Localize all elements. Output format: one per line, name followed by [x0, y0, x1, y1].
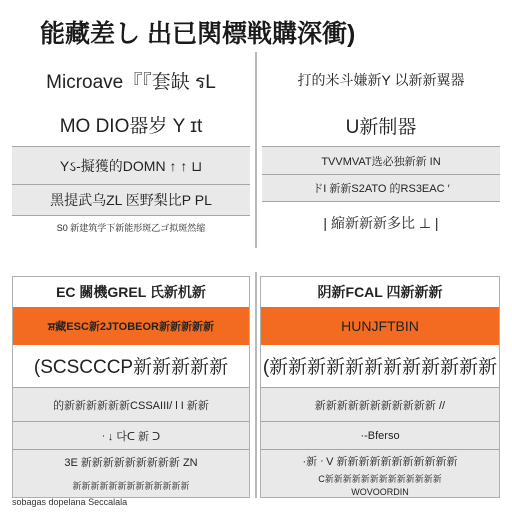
bottom-right-row-4[interactable]: 新新新新新新新新新新新 // — [261, 387, 499, 421]
top-left-row-3[interactable]: Yઽ-擬獲的DOMN ↑ ↑ ⊔ — [12, 146, 250, 184]
bottom-right-row-3[interactable]: (新新新新新新新新新新新新 — [262, 356, 498, 378]
footer-caption: sobagas dopelana Seccalala — [12, 497, 128, 507]
page-title: 能藏差し 出已関標戦購深衝) — [40, 20, 356, 48]
bottom-left-panel — [12, 276, 250, 498]
bottom-left-header-row[interactable]: EC 關機GREL 氏新机新 — [56, 284, 206, 300]
bottom-right-header-row[interactable]: 阴新FCAL 四新新新 — [317, 284, 443, 300]
top-right-row-3[interactable]: TVVMVAT选必独新新 IN — [262, 146, 500, 174]
top-left-row-1[interactable]: Microave『『套缺 รL — [46, 72, 216, 93]
top-left-row-2[interactable]: MO DIO器岁 Y ɪt — [59, 115, 203, 137]
bottom-right-highlight-row[interactable]: HUNJFTBIN — [261, 307, 499, 345]
bottom-right-row-8[interactable]: WOVOORDIN — [261, 485, 499, 498]
top-left-panel — [12, 52, 250, 248]
top-right-row-1[interactable]: 打的米斗嫌新Y 以新新翼器 — [297, 72, 465, 88]
bottom-left-highlight-row[interactable]: ਸ਼藏ESC新2JTOBEOR新新新新新 — [13, 307, 249, 345]
bottom-left-row-4[interactable]: 的新新新新新新CSSAIII/ l I 新新 — [13, 387, 249, 421]
top-left-row-4[interactable]: 黑提武乌ZL 医野梨比P PL — [12, 184, 250, 216]
bottom-right-row-5[interactable]: ·-Bferso — [261, 421, 499, 449]
bottom-left-row-7[interactable]: 新新新新新新新新新新新新新 — [13, 473, 249, 497]
bottom-left-row-6[interactable]: 3E 新新新新新新新新新 ZN — [13, 449, 249, 473]
top-right-panel — [262, 52, 500, 248]
top-right-row-4[interactable]: ドI 新新S2ATO 的RS3EAC ′ — [262, 174, 500, 202]
bottom-right-row-7[interactable]: C新新新新新新新新新新新新新 — [261, 471, 499, 485]
bottom-left-row-5[interactable]: ᐧ ↓ 다ᑕ 新 ᑐ — [13, 421, 249, 449]
top-left-row-5[interactable]: S0 新建筑学下新能形斑乙ゴ拟斑然缩 — [56, 222, 206, 233]
top-divider — [255, 52, 257, 248]
bottom-right-panel — [260, 276, 500, 498]
bottom-divider — [255, 272, 257, 498]
bottom-right-row-6[interactable]: ·新 ᐧ V 新新新新新新新新新新新 — [261, 449, 499, 471]
bottom-left-row-3[interactable]: (SCSCCCP新新新新新 — [33, 356, 229, 378]
top-right-row-2[interactable]: U新制器 — [345, 116, 417, 138]
top-right-row-5[interactable]: | 縮新新新多比 ⊥ | — [323, 215, 439, 231]
